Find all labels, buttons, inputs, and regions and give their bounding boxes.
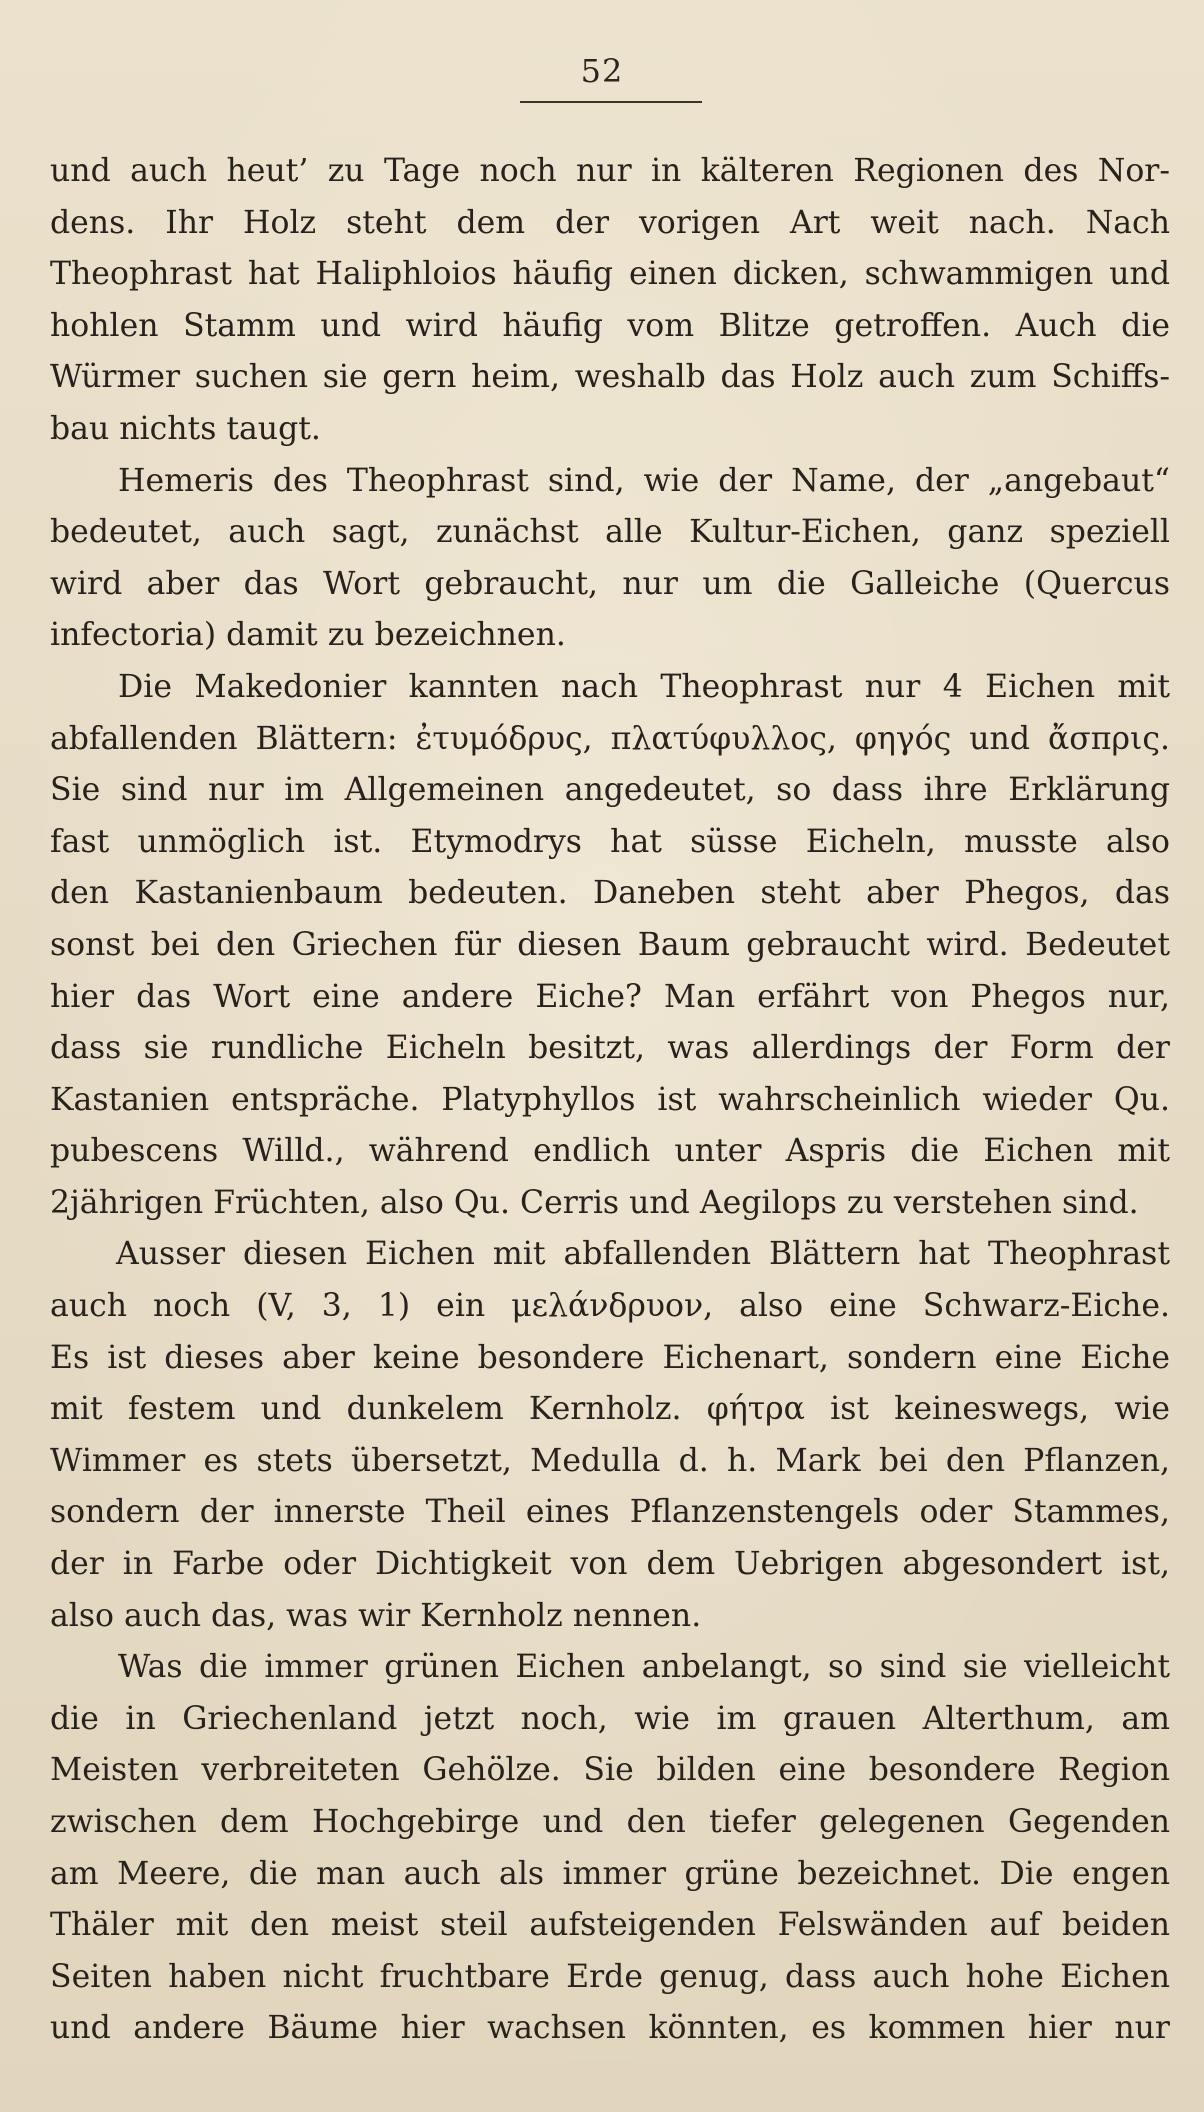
body-text [50,146,1170,2055]
text-line: Wimmer es stets übersetzt, Medulla d. h. Mark bei den Pflanzen, [50,1442,1170,1479]
text-line: Würmer suchen sie gern heim, weshalb das Holz auch zum Schiffs- [50,359,1170,396]
text-line: auch noch (V, 3, 1) ein μελάνδρυον, also eine Schwarz-Eiche. [50,1288,1170,1325]
text-line: die in Griechenland jetzt noch, wie im grauen Alterthum, am [50,1700,1170,1737]
text-line: Ausser diesen Eichen mit abfallenden Blättern hat Theophrast [116,1236,1170,1273]
paragraph-1 [50,146,1170,456]
text-line: bau nichts taugt. [50,410,321,447]
paragraph-4 [50,1229,1170,1642]
text-line: sonst bei den Griechen für diesen Baum gebraucht wird. Bedeutet [50,926,1170,963]
text-line: den Kastanienbaum bedeuten. Daneben steht aber Phegos, das [50,875,1170,912]
text-line: und andere Bäume hier wachsen könnten, es kommen hier nur [50,2010,1170,2047]
text-line: Hemeris des Theophrast sind, wie der Name, der „angebaut“ [118,462,1170,499]
text-line: pubescens Willd., während endlich unter Aspris die Eichen mit [50,1133,1170,1170]
text-line: dens. Ihr Holz steht dem der vorigen Art weit nach. Nach [50,204,1170,241]
text-line: fast unmöglich ist. Etymodrys hat süsse Eicheln, musste also [50,823,1170,860]
text-line: also auch das, was wir Kernholz nennen. [50,1597,702,1634]
text-line: bedeutet, auch sagt, zunächst alle Kultur-Eichen, ganz speziell [50,514,1170,551]
text-line: Meisten verbreiteten Gehölze. Sie bilden eine besondere Region [50,1752,1170,1789]
text-line: am Meere, die man auch als immer grüne bezeichnet. Die engen [50,1855,1170,1892]
text-line: infectoria) damit zu bezeichnen. [50,617,566,654]
text-line: und auch heut’ zu Tage noch nur in kälteren Regionen des Nor- [50,153,1170,189]
text-line: Thäler mit den meist steil aufsteigenden Felswänden auf beiden [50,1907,1170,1944]
text-line: dass sie rundliche Eicheln besitzt, was allerdings der Form der [50,1030,1170,1067]
text-line: hohlen Stamm und wird häufig vom Blitze getroffen. Auch die [50,307,1170,344]
paragraph-3 [50,662,1170,1230]
paragraph-2 [50,456,1170,662]
text-line: hier das Wort eine andere Eiche? Man erfährt von Phegos nur, [50,978,1170,1015]
text-line: zwischen dem Hochgebirge und den tiefer gelegenen Gegenden [50,1804,1170,1840]
text-line: abfallenden Blättern: ἐτυμόδρυς, πλατύφυλλος, φηγός und ἄσπρις. [50,720,1170,757]
text-line: Theophrast hat Haliphloios häufig einen dicken, schwammigen und [50,256,1170,293]
text-line: sondern der innerste Theil eines Pflanzenstengels oder Stammes, [50,1494,1170,1531]
text-line: Kastanien entspräche. Platyphyllos ist wahrscheinlich wieder Qu. [50,1081,1170,1118]
text-line: mit festem und dunkelem Kernholz. φήτρα ist keineswegs, wie [50,1391,1170,1428]
text-line: Was die immer grünen Eichen anbelangt, so sind sie vielleicht [118,1649,1170,1686]
text-line: Die Makedonier kannten nach Theophrast nur 4 Eichen mit [118,668,1170,705]
text-line: wird aber das Wort gebraucht, nur um die Galleiche (Quercus [50,565,1170,602]
paragraph-5 [50,1642,1170,2055]
text-line: Es ist dieses aber keine besondere Eichenart, sondern eine Eiche [50,1339,1170,1376]
text-line: Seiten haben nicht fruchtbare Erde genug, dass auch hohe Eichen [50,1958,1170,1995]
page-number: 52 [580,52,624,90]
text-line: Sie sind nur im Allgemeinen angedeutet, so dass ihre Erklärung [50,772,1170,809]
header-rule [520,101,702,103]
text-line: der in Farbe oder Dichtigkeit von dem Uebrigen abgesondert ist, [50,1546,1170,1583]
text-line: 2jährigen Früchten, also Qu. Cerris und Aegilops zu verstehen sind. [50,1184,1139,1221]
